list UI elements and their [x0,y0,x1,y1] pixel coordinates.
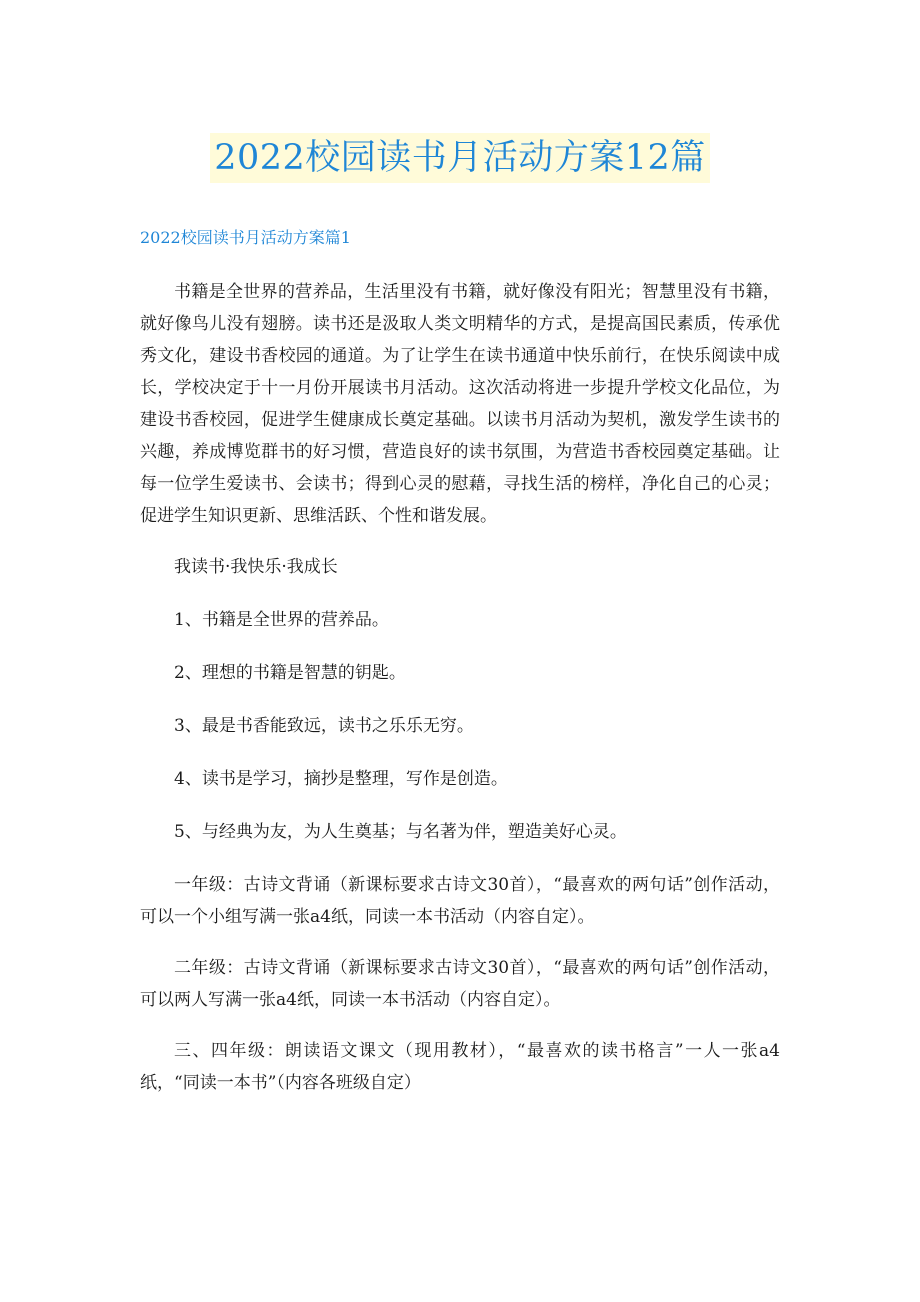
motto-item: 4、读书是学习，摘抄是整理，写作是创造。 [174,769,508,789]
grade-plan-item: 二年级：古诗文背诵（新课标要求古诗文30首），“最喜欢的两句话”创作活动，可以两人写满一张a4纸，同读一本书活动（内容自定）。 [140,958,780,1010]
motto-item: 5、与经典为友，为人生奠基；与名著为伴，塑造美好心灵。 [174,822,627,842]
document-body [140,276,780,1118]
slogan: 我读书·我快乐·我成长 [174,557,338,577]
title-container [0,133,920,183]
section-heading: 2022校园读书月活动方案篇1 [140,228,351,247]
grade-plan-item: 三、四年级：朗读语文课文（现用教材），“最喜欢的读书格言”一人一张a4纸，“同读一本书”（内容各班级自定） [140,1041,780,1093]
grade-plan-item: 一年级：古诗文背诵（新课标要求古诗文30首），“最喜欢的两句话”创作活动，可以一个小组写满一张a4纸，同读一本书活动（内容自定）。 [140,875,780,927]
motto-item: 2、理想的书籍是智慧的钥匙。 [174,663,406,683]
intro-paragraph: 书籍是全世界的营养品，生活里没有书籍，就好像没有阳光；智慧里没有书籍，就好像鸟儿没有翅膀。读书还是汲取人类文明精华的方式，是提高国民素质，传承优秀文化，建设书香校园的通道。为了让学生在读书通道中快乐前行，在快乐阅读中成长，学校决定于十一月份开展读书月活动。这次活动将进一步提升学校文化品位，为建设书香校园，促进学生健康成长奠定基础。以读书月活动为契机，激发学生读书的兴趣，养成博览群书的好习惯，营造良好的读书氛围，为营造书香校园奠定基础。让每一位学生爱读书、会读书；得到心灵的慰藉，寻找生活的榜样，净化自己的心灵；促进学生知识更新、思维活跃、个性和谐发展。 [140,282,780,526]
motto-item: 1、书籍是全世界的营养品。 [174,610,389,630]
motto-item: 3、最是书香能致远，读书之乐乐无穷。 [174,716,474,736]
document-title: 2022校园读书月活动方案12篇 [210,133,710,183]
